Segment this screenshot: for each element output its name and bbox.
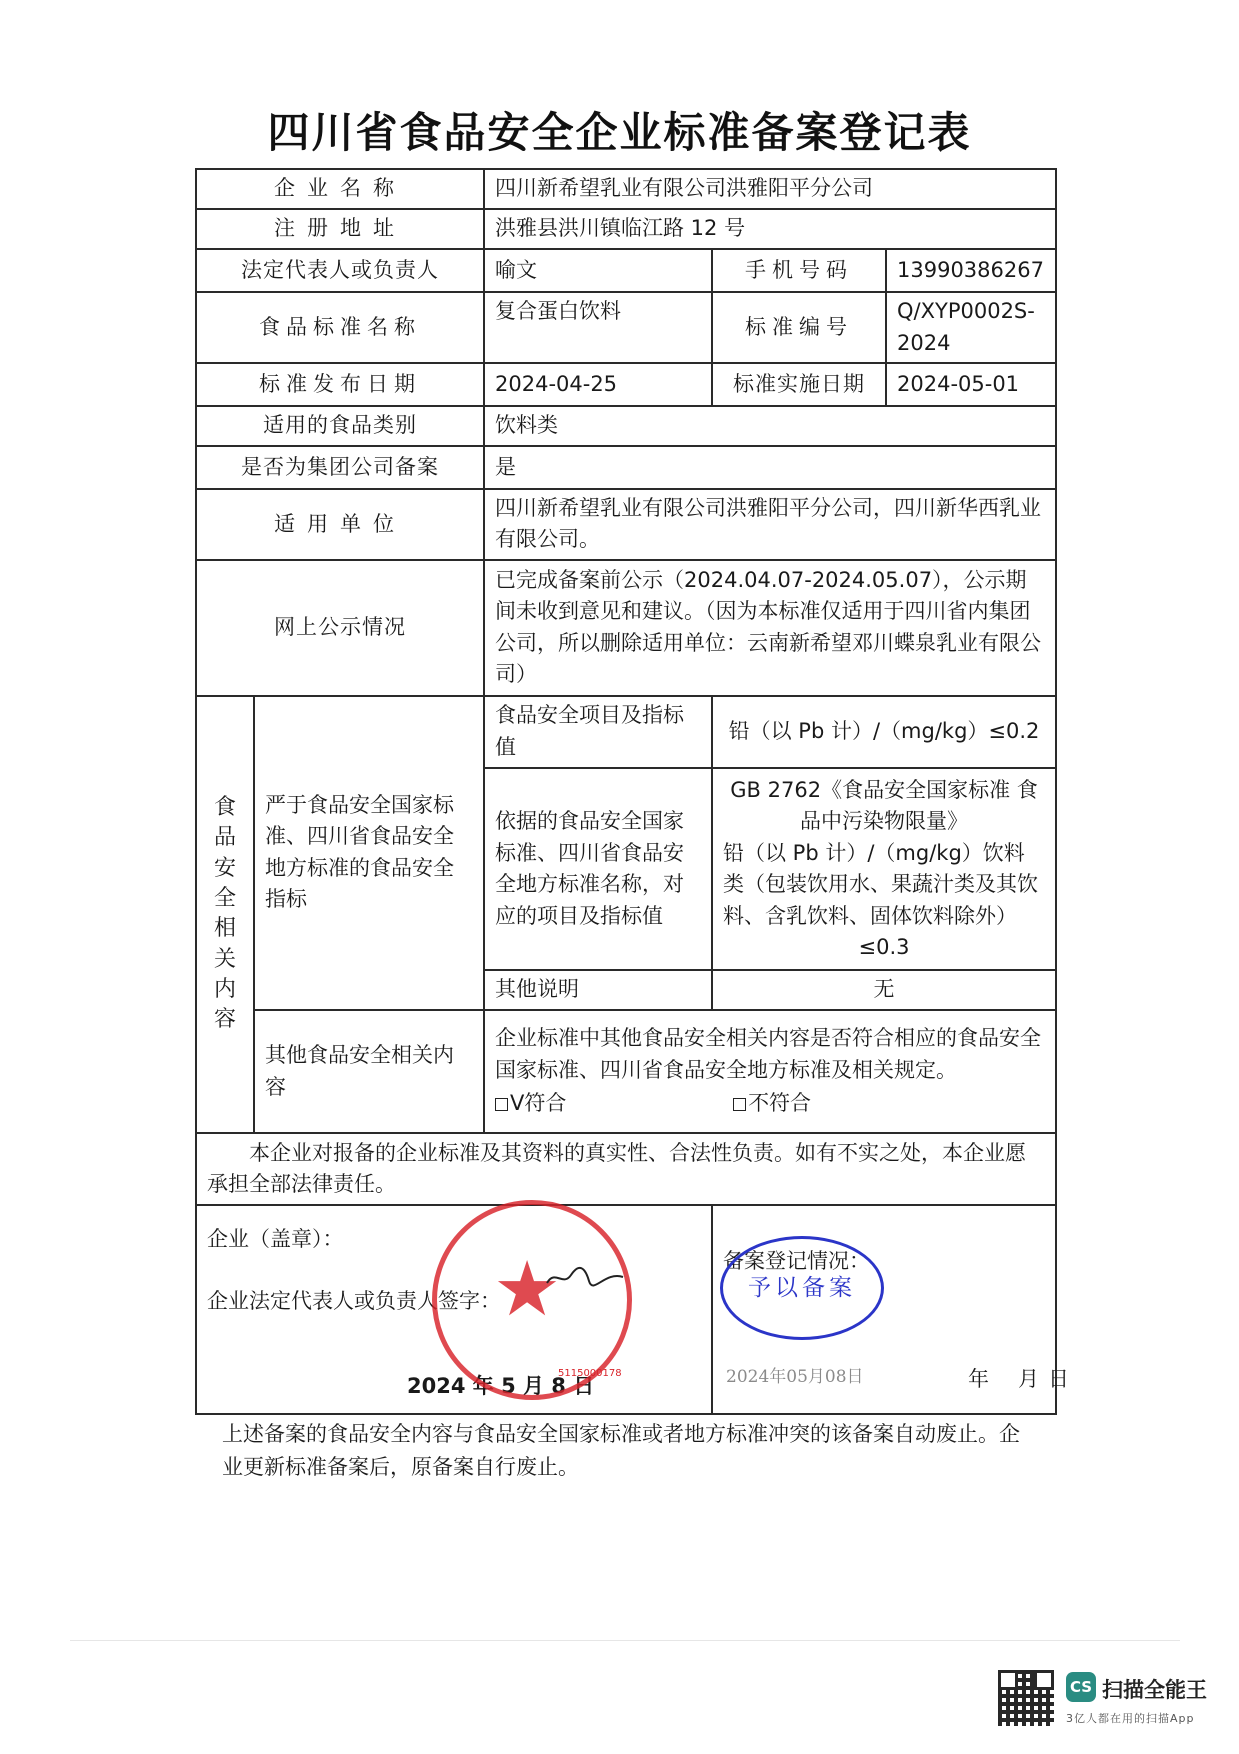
registration-stamp-text: 予以备案	[748, 1275, 856, 1301]
handwritten-signature	[545, 1265, 625, 1289]
rep-sign-label: 企业法定代表人或负责人签字：	[207, 1288, 501, 1313]
standard-code-value: Q/XYP0002S-2024	[886, 292, 1056, 364]
category-label: 适用的食品类别	[196, 406, 484, 446]
publish-date-value: 2024-04-25	[484, 363, 712, 405]
legal-rep-label: 法定代表人或负责人	[196, 249, 484, 291]
basis-label: 依据的食品安全国家标准、四川省食品安全地方标准名称，对应的项目及指标值	[484, 768, 712, 970]
date-month: 月	[1018, 1366, 1039, 1391]
impl-date-value: 2024-05-01	[886, 363, 1056, 405]
row-declaration	[196, 1133, 1056, 1205]
units-label: 适用单位	[196, 489, 484, 561]
address-label: 注册地址	[196, 209, 484, 249]
registration-label: 备案登记情况：	[723, 1248, 870, 1273]
option-noncompliant[interactable]: 不符合	[733, 1088, 811, 1120]
basis-item: 铅（以 Pb 计）/（mg/kg）饮料类（包装饮用水、果蔬汁类及其饮料、含乳饮料、固体饮料除外）	[723, 840, 1038, 928]
declaration-text: 本企业对报备的企业标准及其资料的真实性、合法性负责。如有不实之处，本企业愿承担全部法律责任。	[196, 1133, 1056, 1205]
other-content-value	[484, 1010, 1056, 1133]
other-note-value: 无	[712, 970, 1056, 1010]
compliance-options	[495, 1088, 1045, 1120]
camscanner-brand: 扫描全能王	[1102, 1678, 1207, 1702]
units-value: 四川新希望乳业有限公司洪雅阳平分公司，四川新华西乳业有限公司。	[484, 489, 1056, 561]
seal-code: 5115000178	[558, 1368, 622, 1379]
form-title: 四川省食品安全企业标准备案登记表	[267, 108, 972, 157]
row-standard-name	[196, 292, 1056, 364]
date-day: 日	[1048, 1366, 1069, 1391]
item-value: 铅（以 Pb 计）/（mg/kg）≤0.2	[712, 696, 1056, 769]
basis-standard: GB 2762《食品安全国家标准 食品中污染物限量》	[730, 777, 1038, 834]
row-group	[196, 446, 1056, 488]
camscanner-tagline: 3亿人都在用的扫描App	[1066, 1712, 1195, 1725]
safety-side-label: 食 品 安 全 相 关 内 容	[196, 696, 254, 1134]
company-name-value: 四川新希望乳业有限公司洪雅阳平分公司	[484, 169, 1056, 209]
address-value: 洪雅县洪川镇临江路 12 号	[484, 209, 1056, 249]
checkbox-noncompliant[interactable]	[733, 1098, 746, 1111]
publicity-value: 已完成备案前公示（2024.04.07-2024.05.07），公示期间未收到意见和建议。（因为本标准仅适用于四川省内集团公司，所以删除适用单位：云南新希望邓川蝶泉乳业有限公司）	[484, 560, 1056, 695]
basis-limit: ≤0.3	[858, 935, 910, 960]
company-name-label: 企业名称	[196, 169, 484, 209]
other-content-text: 企业标准中其他食品安全相关内容是否符合相应的食品安全国家标准、四川省食品安全地方标准及相关规定。	[495, 1026, 1041, 1082]
impl-date-label: 标准实施日期	[712, 363, 886, 405]
legal-rep-value: 喻文	[484, 249, 712, 291]
stricter-indicators-label: 严于食品安全国家标准、四川省食品安全地方标准的食品安全指标	[254, 696, 484, 1011]
row-dates	[196, 363, 1056, 405]
footnote: 上述备案的食品安全内容与食品安全国家标准或者地方标准冲突的该备案自动废止。企业更新标准备案后，原备案自行废止。	[222, 1422, 1020, 1479]
standard-name-label: 食品标准名称	[196, 292, 484, 364]
phone-label: 手机号码	[712, 249, 886, 291]
date-year: 年	[968, 1366, 989, 1391]
registration-stamp	[720, 1236, 884, 1340]
publicity-label: 网上公示情况	[196, 560, 484, 695]
page-divider	[70, 1640, 1180, 1641]
publish-date-label: 标准发布日期	[196, 363, 484, 405]
standard-code-label: 标准编号	[712, 292, 886, 364]
row-safety-other	[196, 1010, 1056, 1133]
category-value: 饮料类	[484, 406, 1056, 446]
qr-code-icon	[998, 1670, 1054, 1726]
enterprise-sign-date: 2024 年 5 月 8 日	[407, 1373, 595, 1398]
seal-star-icon: ★	[493, 1244, 562, 1333]
standard-name-value: 复合蛋白饮料	[484, 292, 712, 364]
row-company-name	[196, 169, 1056, 209]
other-content-label: 其他食品安全相关内容	[254, 1010, 484, 1133]
checkbox-compliant[interactable]	[495, 1098, 508, 1111]
registration-table	[195, 168, 1069, 1415]
other-note-label: 其他说明	[484, 970, 712, 1010]
basis-value	[712, 768, 1056, 970]
row-safety-item	[196, 696, 1056, 769]
camscanner-logo-icon: CS	[1066, 1672, 1096, 1702]
enterprise-seal-label: 企业（盖章）：	[207, 1226, 344, 1251]
row-category	[196, 406, 1056, 446]
row-address	[196, 209, 1056, 249]
phone-value: 13990386267	[886, 249, 1056, 291]
row-publicity	[196, 560, 1056, 695]
option-compliant[interactable]: V符合	[495, 1088, 566, 1120]
row-legal-rep	[196, 249, 1056, 291]
row-units	[196, 489, 1056, 561]
item-label: 食品安全项目及指标值	[484, 696, 712, 769]
registration-stamp-date: 2024年05月08日	[726, 1367, 864, 1387]
group-label: 是否为集团公司备案	[196, 446, 484, 488]
group-value: 是	[484, 446, 1056, 488]
